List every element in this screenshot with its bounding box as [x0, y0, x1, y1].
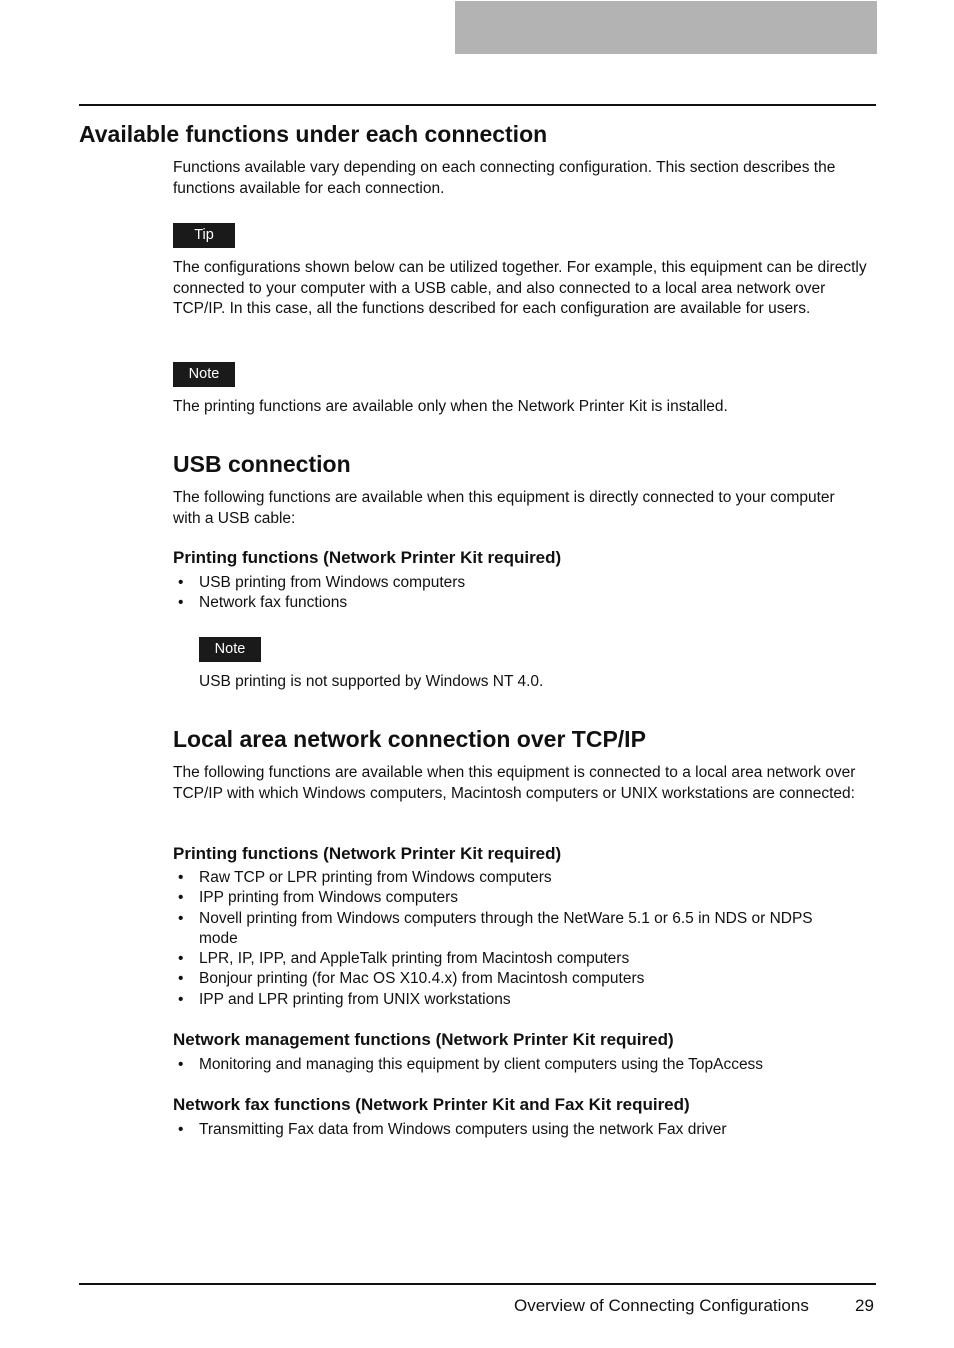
list-item: • IPP printing from Windows computers [173, 888, 853, 908]
usb-title: USB connection [173, 451, 351, 477]
lan-intro: The following functions are available when this equipment is connected to a local area network over TCP/IP with which Windows computers, Macintosh computers or UNIX workstations are connected: [173, 764, 856, 802]
list-item: • Raw TCP or LPR printing from Windows computers [173, 868, 853, 888]
list-item: • LPR, IP, IPP, and AppleTalk printing from Macintosh computers [173, 949, 853, 969]
tip-label: Tip [173, 223, 235, 248]
section-intro: Functions available vary depending on each connecting configuration. This section describes the functions available for each connection. [173, 159, 836, 197]
usb-intro: The following functions are available when this equipment is directly connected to your computer with a USB cable: [173, 489, 835, 527]
tip-text: The configurations shown below can be utilized together. For example, this equipment can be directly connected to your computer with a USB cable, and also connected to a local area network over TCP/IP. In this case, all the functions described for each configuration are available for users. [173, 259, 867, 317]
note-text: The printing functions are available only when the Network Printer Kit is installed. [173, 398, 728, 415]
top-divider [79, 104, 876, 106]
list-item: • Monitoring and managing this equipment by client computers using the TopAccess [173, 1055, 853, 1075]
lan-fax-heading: Network fax functions (Network Printer Kit and Fax Kit required) [173, 1095, 690, 1114]
usb-note-label: Note [199, 637, 261, 662]
usb-note-text: USB printing is not supported by Windows NT 4.0. [199, 673, 544, 690]
list-item: • Network fax functions [173, 593, 853, 613]
usb-printing-heading: Printing functions (Network Printer Kit required) [173, 548, 562, 567]
list-item: • USB printing from Windows computers [173, 573, 853, 593]
note-label: Note [173, 362, 235, 387]
lan-title: Local area network connection over TCP/IP [173, 726, 646, 752]
footer-divider [79, 1283, 876, 1285]
section-title: Available functions under each connection [79, 121, 548, 147]
lan-mgmt-list [173, 1055, 853, 1075]
page-number: 29 [855, 1296, 874, 1315]
lan-mgmt-heading: Network management functions (Network Printer Kit required) [173, 1030, 674, 1049]
list-item: • Transmitting Fax data from Windows computers using the network Fax driver [173, 1120, 853, 1140]
lan-fax-list [173, 1120, 853, 1140]
list-item: • Novell printing from Windows computers through the NetWare 5.1 or 6.5 in NDS or NDPS mode [173, 909, 853, 950]
usb-printing-list [173, 573, 853, 614]
lan-printing-list [173, 868, 853, 1010]
list-item: • IPP and LPR printing from UNIX workstations [173, 990, 853, 1010]
list-item: • Bonjour printing (for Mac OS X10.4.x) from Macintosh computers [173, 969, 853, 989]
footer-chapter-title: Overview of Connecting Configurations [514, 1296, 809, 1315]
lan-printing-heading: Printing functions (Network Printer Kit required) [173, 844, 562, 863]
header-tab-bar [455, 1, 877, 54]
